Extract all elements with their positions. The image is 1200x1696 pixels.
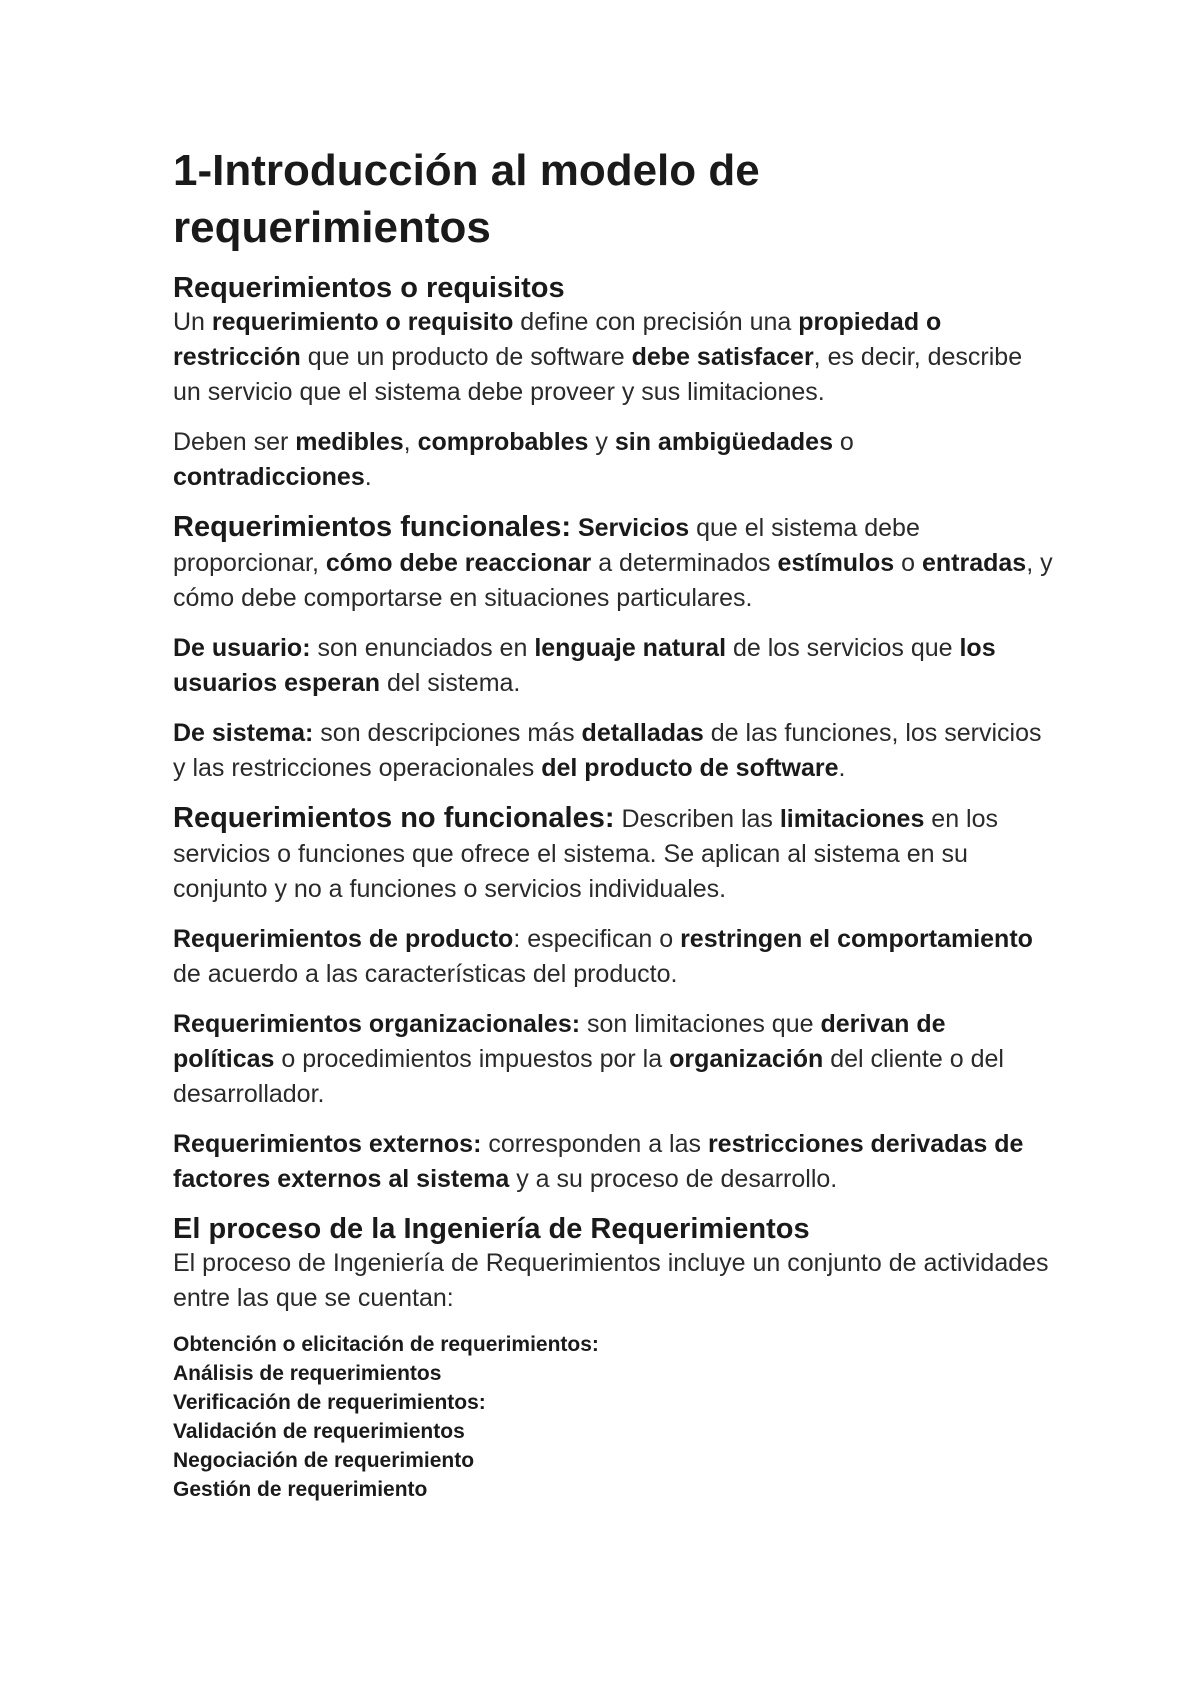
paragraph-de-sistema: [173, 716, 1053, 786]
text-run: del cliente o del desarrollador.: [173, 1045, 1004, 1108]
bold-text: cómo debe reaccionar: [325, 549, 592, 577]
section-heading-proceso: El proceso de la Ingeniería de Requerimientos: [173, 1213, 810, 1245]
text-run: , es decir, describe un servicio que el sistema debe proveer y sus limitaciones.: [173, 343, 1023, 406]
bold-text: restringen el comportamiento: [680, 925, 1033, 953]
bold-text: debe satisfacer: [631, 343, 814, 371]
bold-text: Requerimientos organizacionales:: [173, 1010, 581, 1038]
document-page: [173, 142, 1053, 1504]
paragraph-funcionales: [173, 510, 1053, 616]
text-run: de las funciones, los servicios y las restricciones operacionales: [173, 719, 1042, 782]
paragraph-organizacionales: [173, 1007, 1053, 1112]
paragraph-de-usuario: [173, 631, 1053, 701]
text-run: de los servicios que: [726, 634, 960, 662]
bold-text: requerimiento o requisito: [211, 308, 514, 336]
section-heading-requisitos: Requerimientos o requisitos: [173, 272, 565, 304]
text-run: son limitaciones que: [580, 1010, 821, 1038]
list-item: Validación de requerimientos: [173, 1420, 465, 1443]
bold-text: propiedad o restricción: [173, 308, 942, 371]
paragraph-no-funcionales: [173, 801, 1053, 907]
text-run: define con precisión una: [513, 308, 799, 336]
bold-text: organización: [669, 1045, 824, 1073]
bold-text: contradicciones: [173, 463, 365, 491]
text-run: .: [364, 463, 372, 491]
text-run: Describen las: [614, 805, 780, 833]
text-run: o procedimientos impuestos por la: [274, 1045, 670, 1073]
list-item: Negociación de requerimiento: [173, 1449, 475, 1472]
list-item: Verificación de requerimientos:: [173, 1391, 486, 1414]
text-run: del sistema.: [380, 669, 521, 697]
section-heading-funcionales: Requerimientos funcionales:: [173, 511, 572, 543]
text-run: son descripciones más: [313, 719, 582, 747]
text-run: en los servicios o funciones que ofrece el sistema. Se aplican al sistema en su conjunto y no a funciones o servicios individuales.: [173, 805, 999, 903]
bold-text: los usuarios esperan: [173, 634, 996, 697]
bold-text: De usuario:: [173, 634, 311, 662]
text-run: : especifican o: [513, 925, 681, 953]
bold-text: De sistema:: [173, 719, 314, 747]
text-run: Un: [173, 308, 212, 336]
text-run: .: [838, 754, 846, 782]
text-run: y: [588, 428, 615, 456]
text-run: que el sistema debe proporcionar,: [173, 514, 920, 577]
text-run: o: [894, 549, 922, 577]
page-title: 1-Introducción al modelo de requerimientos: [173, 146, 760, 252]
text-run: o: [832, 428, 854, 456]
section-heading-no-funcionales: Requerimientos no funcionales:: [173, 802, 615, 834]
bold-text: lenguaje natural: [534, 634, 727, 662]
bold-text: entradas: [921, 549, 1027, 577]
bold-text: restricciones derivadas de factores externos al sistema: [173, 1130, 1024, 1193]
bold-text: Requerimientos de producto: [173, 925, 514, 953]
list-item: Obtención o elicitación de requerimientos:: [173, 1333, 599, 1356]
text-run: , y cómo debe comportarse en situaciones particulares.: [173, 549, 1053, 612]
bold-text: derivan de políticas: [173, 1010, 946, 1073]
text-run: de acuerdo a las características del producto.: [173, 960, 678, 988]
text-run: Deben ser: [173, 428, 296, 456]
text-run: son enunciados en: [310, 634, 535, 662]
list-item: Gestión de requerimiento: [173, 1478, 428, 1501]
bold-text: del producto de software: [541, 754, 839, 782]
bold-text: estímulos: [777, 549, 895, 577]
bold-text: detalladas: [581, 719, 704, 747]
bold-text: comprobables: [417, 428, 589, 456]
paragraph-externos: [173, 1127, 1053, 1197]
paragraph-definicion: [173, 305, 1053, 410]
bold-text: Servicios: [577, 514, 690, 542]
text-run: ,: [403, 428, 418, 456]
text-run: corresponden a las: [481, 1130, 708, 1158]
bold-text: Requerimientos externos:: [173, 1130, 482, 1158]
list-item: Análisis de requerimientos: [173, 1362, 442, 1385]
bold-text: limitaciones: [779, 805, 925, 833]
bold-text: sin ambigüedades: [614, 428, 833, 456]
text-run: [571, 514, 578, 542]
text-run: que un producto de software: [300, 343, 632, 371]
text-run: y a su proceso de desarrollo.: [509, 1165, 838, 1193]
text-run: a determinados: [591, 549, 778, 577]
paragraph-proceso-intro: El proceso de Ingeniería de Requerimientos incluye un conjunto de actividades entre las que se cuentan:: [173, 1249, 1049, 1312]
activities-list: [173, 1330, 1053, 1504]
paragraph-caracteristicas: [173, 425, 1053, 495]
bold-text: medibles: [295, 428, 404, 456]
paragraph-producto: [173, 922, 1053, 992]
